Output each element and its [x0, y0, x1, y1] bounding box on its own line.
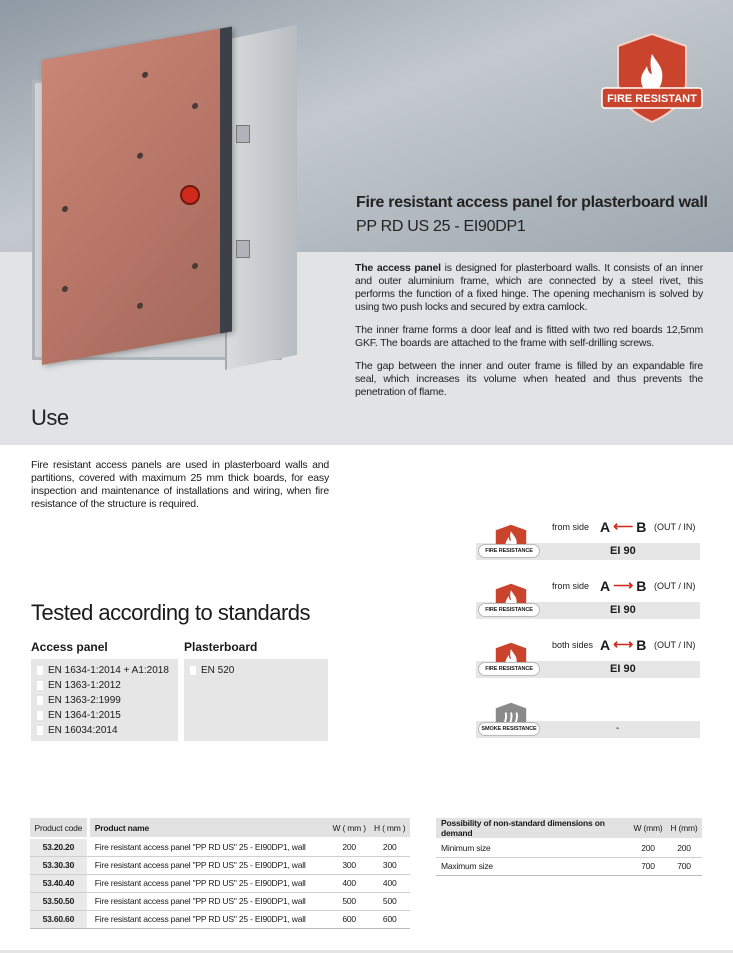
standards-list: [184, 659, 328, 741]
product-width: 300: [329, 856, 370, 874]
standards-column-title: Access panel: [31, 640, 108, 654]
product-height: 300: [369, 856, 410, 874]
product-code: 53.60.60: [30, 910, 87, 928]
standard-label: EN 16034:2014: [48, 725, 118, 736]
standard-label: EN 1363-1:2012: [48, 680, 121, 691]
product-width: 200: [329, 838, 370, 856]
side-a-label: A: [600, 636, 611, 653]
resistance-pill: SMOKE RESISTANCE: [478, 722, 540, 736]
standard-item: [37, 678, 172, 693]
dimension-height: 200: [666, 839, 702, 857]
dimension-width: 200: [630, 839, 666, 857]
bullet-icon: [37, 666, 43, 675]
page-subtitle: PP RD US 25 - EI90DP1: [356, 218, 526, 235]
direction-indicator: [600, 636, 646, 653]
side-a-label: A: [600, 518, 611, 535]
dimension-width: 700: [630, 857, 666, 875]
resistance-side: from side: [552, 522, 590, 532]
table-row: [30, 856, 410, 874]
standard-label: EN 520: [201, 665, 235, 676]
resistance-side: from side: [552, 581, 590, 591]
description-emphasis: The access panel: [355, 262, 441, 274]
hinge-icon: [236, 240, 250, 258]
description-paragraph: The gap between the inner and outer frame is filled by an expandable fire seal, which increases its volume when heated and thus prevents the penetration of flame.: [355, 360, 703, 398]
product-height: 400: [369, 874, 410, 892]
direction-arrow-icon: ⟶: [613, 577, 634, 593]
description-paragraph: [355, 262, 703, 314]
direction-indicator: [600, 518, 646, 535]
badge-label: FIRE RESISTANT: [607, 93, 697, 105]
resistance-pill: FIRE RESISTANCE: [478, 544, 540, 558]
product-code: 53.50.50: [30, 892, 87, 910]
side-a-label: A: [600, 577, 611, 594]
dimension-label: Maximum size: [436, 857, 630, 875]
standards-access-panel: [31, 640, 178, 741]
fire-shield-icon: [598, 30, 706, 125]
dimension-height: 700: [666, 857, 702, 875]
product-table: [30, 818, 410, 929]
product-height: 200: [369, 838, 410, 856]
table-row: [436, 857, 702, 875]
use-heading: Use: [31, 405, 69, 430]
bullet-icon: [37, 726, 43, 735]
table-row: [30, 874, 410, 892]
side-b-label: B: [636, 636, 647, 653]
standard-item: [37, 663, 172, 678]
door-leaf: [42, 26, 232, 365]
bullet-icon: [37, 696, 43, 705]
resistance-direction-note: (OUT / IN): [654, 522, 696, 532]
resistance-value: EI 90: [610, 545, 636, 557]
product-code: 53.20.20: [30, 838, 87, 856]
access-panel-image: [30, 40, 290, 370]
dimension-label: Minimum size: [436, 839, 630, 857]
product-name: Fire resistant access panel "PP RD US" 25 - EI90DP1, wall: [90, 838, 329, 856]
product-height: 600: [369, 910, 410, 928]
product-code: 53.30.30: [30, 856, 87, 874]
standards-heading: Tested according to standards: [31, 600, 311, 625]
resistance-pill: FIRE RESISTANCE: [478, 603, 540, 617]
direction-arrow-icon: ⟷: [613, 636, 634, 652]
camlock-icon: [180, 185, 200, 205]
resistance-value: -: [616, 723, 620, 734]
page-title: Fire resistant access panel for plasterboard wall: [356, 194, 708, 211]
col-header-height: H (mm): [666, 818, 702, 839]
dimensions-table: [436, 818, 702, 876]
resistance-row: [476, 633, 700, 683]
col-header-dimensions: Possibility of non-standard dimensions on demand: [436, 818, 630, 839]
side-b-label: B: [636, 518, 647, 535]
bullet-icon: [37, 711, 43, 720]
col-header-name: Product name: [90, 818, 329, 838]
standards-list: [31, 659, 178, 741]
product-description: [355, 262, 703, 409]
product-width: 400: [329, 874, 370, 892]
product-code: 53.40.40: [30, 874, 87, 892]
table-row: [30, 910, 410, 928]
table-row: [30, 838, 410, 856]
frame-side: [225, 25, 297, 370]
bullet-icon: [37, 681, 43, 690]
resistance-row: [476, 515, 700, 565]
resistance-row: [476, 693, 700, 743]
standards-plasterboard: [184, 640, 328, 741]
product-name: Fire resistant access panel "PP RD US" 25 - EI90DP1, wall: [90, 910, 329, 928]
standard-label: EN 1363-2:1999: [48, 695, 121, 706]
standard-item: [37, 723, 172, 738]
description-paragraph: The inner frame forms a door leaf and is fitted with two red boards 12,5mm GKF. The boards are attached to the frame with self-drilling screws.: [355, 324, 703, 349]
hinge-icon: [236, 125, 250, 143]
product-width: 600: [329, 910, 370, 928]
standard-label: EN 1634-1:2014 + A1:2018: [48, 665, 169, 676]
col-header-height: H ( mm ): [369, 818, 410, 838]
product-name: Fire resistant access panel "PP RD US" 25 - EI90DP1, wall: [90, 856, 329, 874]
product-width: 500: [329, 892, 370, 910]
standard-item: [37, 693, 172, 708]
table-row: [30, 892, 410, 910]
resistance-direction-note: (OUT / IN): [654, 640, 696, 650]
standards-column-title: Plasterboard: [184, 640, 258, 654]
side-b-label: B: [636, 577, 647, 594]
resistance-value: EI 90: [610, 663, 636, 675]
resistance-pill: FIRE RESISTANCE: [478, 662, 540, 676]
description-text: is designed for plasterboard walls. It consists of an inner and outer aluminium frame, which are connected by a steel rivet, this performs the function of a fixed hinge. The opening mechanism is solved by using two push locks and secured by extra camlock.: [355, 262, 703, 313]
resistance-direction-note: (OUT / IN): [654, 581, 696, 591]
bullet-icon: [190, 666, 196, 675]
direction-arrow-icon: ⟵: [613, 518, 634, 534]
product-name: Fire resistant access panel "PP RD US" 25 - EI90DP1, wall: [90, 892, 329, 910]
standard-label: EN 1364-1:2015: [48, 710, 121, 721]
resistance-side: both sides: [552, 640, 594, 650]
product-name: Fire resistant access panel "PP RD US" 25 - EI90DP1, wall: [90, 874, 329, 892]
direction-indicator: [600, 577, 646, 594]
standard-item: [190, 663, 322, 678]
col-header-code: Product code: [30, 818, 87, 838]
resistance-row: [476, 574, 700, 624]
product-height: 500: [369, 892, 410, 910]
col-header-width: W ( mm ): [329, 818, 370, 838]
col-header-width: W (mm): [630, 818, 666, 839]
use-text: Fire resistant access panels are used in plasterboard walls and partitions, covered with maximum 25 mm thick boards, for easy inspection and maintenance of installations and wiring, when fire resistance of the structure is required.: [31, 459, 329, 510]
table-row: [436, 839, 702, 857]
standard-item: [37, 708, 172, 723]
fire-resistant-badge: [598, 30, 706, 125]
resistance-value: EI 90: [610, 604, 636, 616]
